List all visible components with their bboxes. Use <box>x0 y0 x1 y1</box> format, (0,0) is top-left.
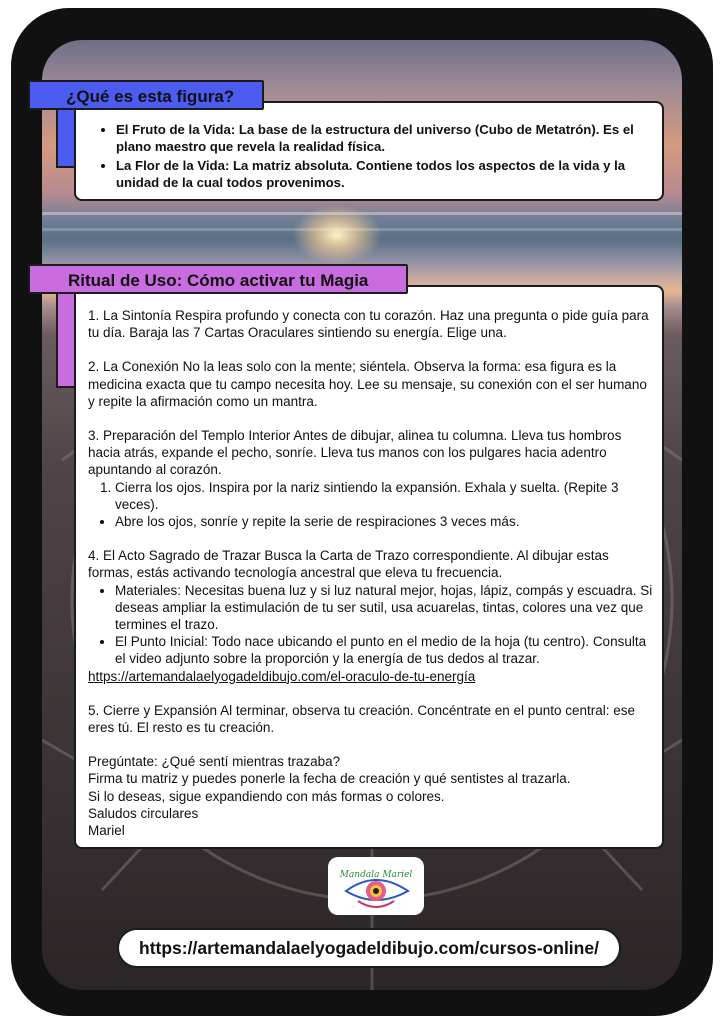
ritual-step-4: 4. El Acto Sagrado de Trazar Busca la Carta de Trazo correspondiente. Al dibujar estas formas, estás activando tecnología ancestral que eleva tu frecuencia. <box>88 548 609 581</box>
list-item: • Abre los ojos, sonríe y repite la serie de respiraciones 3 veces más. <box>115 513 656 530</box>
signature-name: Mariel <box>88 823 125 839</box>
ritual-step-5: 5. Cierre y Expansión Al terminar, observa tu creación. Concéntrate en el punto central: ese eres tú. El resto es tu creación. <box>88 702 636 736</box>
section-accent-bar <box>56 108 76 168</box>
list-item: • El Punto Inicial: Todo nace ubicando el punto en el medio de la hoja (tu centro). Consulta el video adjunto sobre la proporción y la energía de tus dedos al trazar. <box>115 633 656 667</box>
list-item: • La Flor de la Vida: La matriz absoluta. Contiene todos los aspectos de la vida y la unidad de la cual todos provenimos. <box>116 157 642 191</box>
list-item: • Materiales: Necesitas buena luz y si luz natural mejor, hojas, lápiz, compás y escuadra. Si deseas ampliar la estimulación de tu ser sutil, usa acuarelas, tintas, colores una vez que termines el trazo. <box>115 582 656 634</box>
breathing-numbered-list <box>88 479 656 513</box>
eye-logo-icon <box>328 857 424 915</box>
materials-bullet-list <box>88 582 656 668</box>
ritual-step-3: 3. Preparación del Templo Interior Antes de dibujar, alinea tu columna. Lleva tus hombros hacia atrás, expande el pecho, sonríe. Lleva tus manos con los pulgares hacia adentro apuntando al corazón. <box>88 428 622 478</box>
list-item: 1. Cierra los ojos. Inspira por la nariz sintiendo la expansión. Exhala y suelta. (Repite 3 veces). <box>115 479 656 513</box>
closing-line: Si lo deseas, sigue expandiendo con más formas o colores. <box>88 788 445 804</box>
list-item: • El Fruto de la Vida: La base de la estructura del universo (Cubo de Metatrón). Es el plano maestro que revela la realidad física. <box>116 121 642 155</box>
ritual-step-2: 2. La Conexión No la leas solo con la mente; siéntela. Observa la forma: esa figura es la medicina exacta que tu campo necesita hoy. Lee su mensaje, su conexión con el ser humano y repite la afirmación como un mantra. <box>88 359 647 409</box>
closing-line: Pregúntate: ¿Qué sentí mientras trazaba? <box>88 754 341 770</box>
closing-line: Saludos circulares <box>88 805 199 821</box>
breathing-bullet-list <box>88 513 656 530</box>
section-title-ritual: Ritual de Uso: Cómo activar tu Magia <box>28 264 408 294</box>
ritual-step-1: 1. La Sintonía Respira profundo y conecta con tu corazón. Haz una pregunta o pide guía para tu día. Baraja las 7 Cartas Oraculares sintiendo su energía. Elige una. <box>88 308 649 341</box>
svg-text:Mandala Mariel: Mandala Mariel <box>339 870 413 880</box>
oracle-video-link[interactable]: https://artemandalaelyogadeldibujo.com/el-oraculo-de-tu-energía <box>88 668 476 684</box>
figure-info-card <box>74 101 664 201</box>
courses-url-button[interactable]: https://artemandalaelyogadeldibujo.com/cursos-online/ <box>117 928 621 968</box>
ritual-card <box>74 285 664 849</box>
section-accent-bar <box>56 292 76 388</box>
figure-bullet-list <box>94 121 642 191</box>
section-title-figure: ¿Qué es esta figura? <box>28 80 264 110</box>
brand-logo <box>328 857 424 915</box>
closing-line: Firma tu matriz y puedes ponerle la fecha de creación y qué sentistes al trazarla. <box>88 771 571 787</box>
